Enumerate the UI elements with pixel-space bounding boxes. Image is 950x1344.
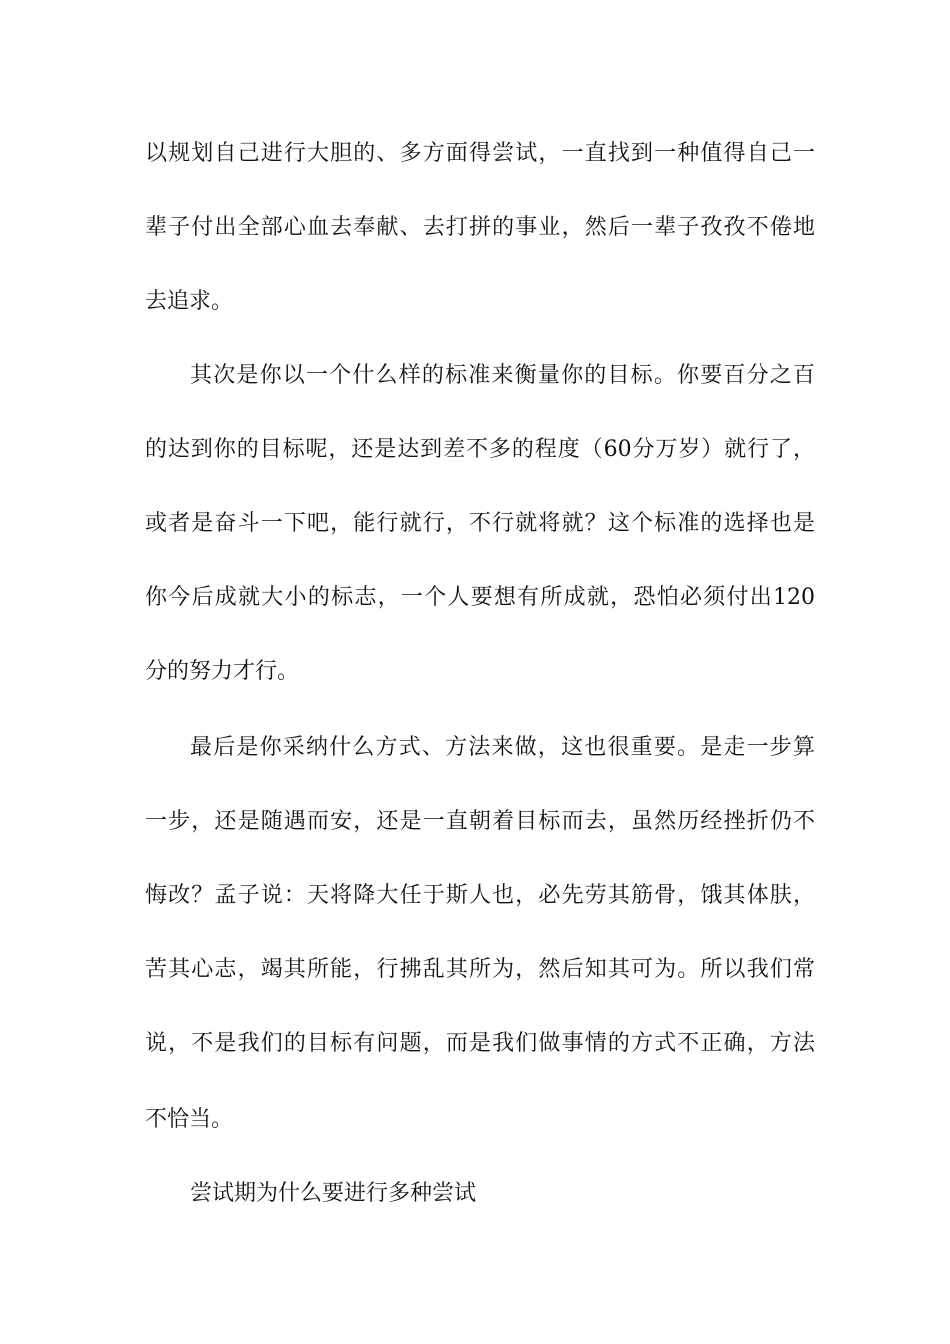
text-line: 分的努力才行。 <box>145 659 300 684</box>
text-line: 的达到你的目标呢，还是达到差不多的程度（60分万岁）就行了， <box>145 437 815 462</box>
text-line: 辈子付出全部心血去奉献、去打拼的事业，然后一辈子孜孜不倦地 <box>145 215 815 240</box>
text-line: 你今后成就大小的标志，一个人要想有所成就，恐怕必须付出120 <box>145 585 815 610</box>
text-line: 以规划自己进行大胆的、多方面得尝试，一直找到一种值得自己一 <box>145 141 815 166</box>
section-heading: 尝试期为什么要进行多种尝试 <box>190 1181 477 1206</box>
text-line: 不恰当。 <box>145 1107 234 1132</box>
text-line: 其次是你以一个什么样的标准来衡量你的目标。你要百分之百 <box>190 363 815 388</box>
text-line: 悔改？孟子说：天将降大任于斯人也，必先劳其筋骨，饿其体肤， <box>145 883 815 908</box>
text-line: 去追求。 <box>145 289 234 314</box>
text-line: 一步，还是随遇而安，还是一直朝着目标而去，虽然历经挫折仍不 <box>145 809 815 834</box>
text-line: 或者是奋斗一下吧，能行就行，不行就将就？这个标准的选择也是 <box>145 511 815 536</box>
text-line: 说，不是我们的目标有问题，而是我们做事情的方式不正确，方法 <box>145 1031 815 1056</box>
text-line: 苦其心志，竭其所能，行拂乱其所为，然后知其可为。所以我们常 <box>145 957 815 982</box>
text-line: 最后是你采纳什么方式、方法来做，这也很重要。是走一步算 <box>190 735 815 760</box>
